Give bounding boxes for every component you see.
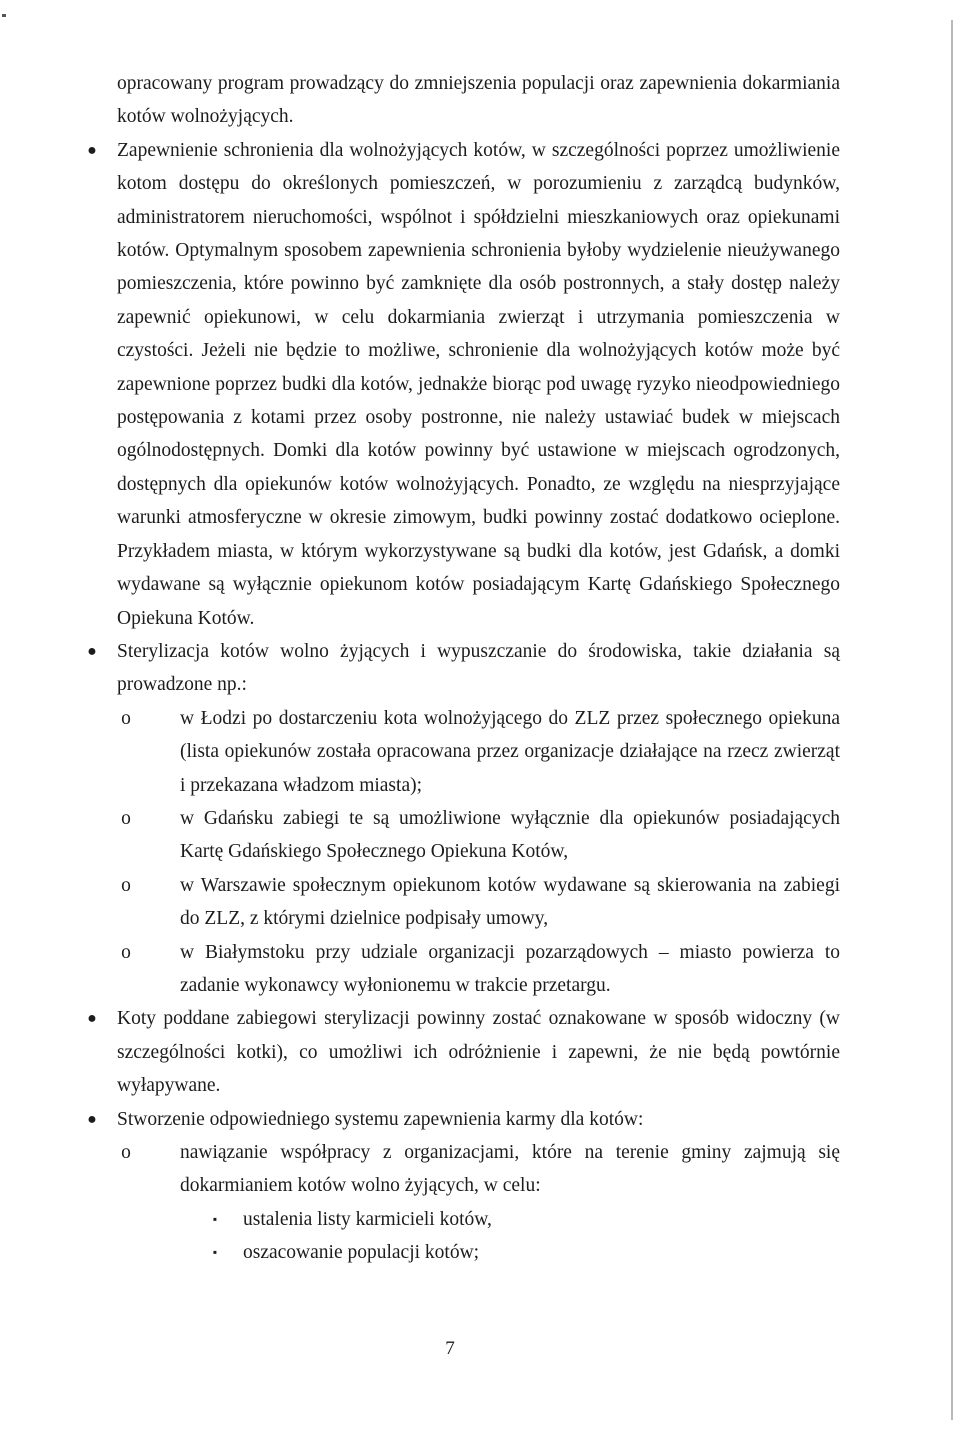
list-item-text: w Łodzi po dostarczeniu kota wolnożyjącego do ZLZ przez społecznego opiekuna (lista opiekunów została opracowana przez organizacje działające na rzecz zwierząt i przekazana władzom miasta); [180, 707, 840, 796]
bullet-text: Koty poddane zabiegowi sterylizacji powinny zostać oznakowane w sposób widoczny (w szczególności kotki), co umożliwi ich odróżnienie i zapewni, że nie będą powtórnie wyłapywane. [117, 1008, 840, 1097]
list-item-text: w Białymstoku przy udziale organizacji pozarządowych – miasto powierza to zadanie wykonawcy wyłonionemu w trakcie przetargu. [180, 941, 840, 996]
sub-bullet-marker: o [121, 707, 131, 729]
list-item-text: w Gdańsku zabiegi te są umożliwione wyłącznie dla opiekunów posiadających Kartę Gdańskiego Społecznego Opiekuna Kotów, [180, 807, 840, 863]
list-item-text: oszacowanie populacji kotów; [243, 1242, 480, 1264]
feeding-goals-list [180, 1203, 840, 1270]
bullet-item-sterilization [87, 635, 840, 702]
feeding-system-list [117, 1136, 840, 1270]
sub-bullet-marker: o [121, 807, 131, 829]
sub-bullet-marker: o [121, 941, 131, 963]
list-item [212, 1203, 840, 1236]
square-bullet-marker: ▪ [212, 1245, 218, 1260]
list-item-text: nawiązanie współpracy z organizacjami, które na terenie gminy zajmują się dokarmianiem kotów wolno żyjących, w celu: [180, 1142, 840, 1197]
sterilization-examples-list [117, 702, 840, 1003]
intro-paragraph: opracowany program prowadzący do zmniejszenia populacji oraz zapewnienia dokarmiania kotów wolnożyjących. [117, 73, 840, 128]
scan-corner-mark [2, 14, 6, 17]
sub-bullet-marker: o [121, 874, 131, 896]
bullet-item-shelter [87, 134, 840, 635]
list-item-text: w Warszawie społecznym opiekunom kotów wydawane są skierowania na zabiegi do ZLZ, z którymi dzielnice podpisały umowy, [180, 874, 840, 930]
bullet-text: Zapewnienie schronienia dla wolnożyjących kotów, w szczególności poprzez umożliwienie kotom dostępu do określonych pomieszczeń, w porozumieniu z zarządcą budynków, administratorem nieruchomości, wspólnot i spółdzielni mieszkaniowych oraz opiekunami kotów. Optymalnym sposobem zapewnienia schronienia byłoby wydzielenie nieużywanego pomieszczenia, które powinno być zamknięte dla osób postronnych, a stały dostęp należy zapewnić opiekunowi, w celu dokarmiania zwierząt i utrzymania pomieszczenia w czystości. Jeżeli nie będzie to możliwe, schronienie dla wolnożyjących kotów może być zapewnione poprzez budki dla kotów, jednakże biorąc pod uwagę ryzyko nieodpowiedniego postępowania z kotami przez osoby postronne, nie należy ustawiać budek w miejscach ogólnodostępnych. Domki dla kotów powinny być ustawione w miejscach ogrodzonych, dostępnych dla opiekunów kotów wolnożyjących. Ponadto, ze względu na niesprzyjające warunki atmosferyczne w okresie zimowym, budki powinny zostać dodatkowo ocieplone. Przykładem miasta, w którym wykorzystywane są budki dla kotów, jest Gdańsk, a domki wydawane są wyłącznie opiekunom kotów posiadającym Kartę Gdańskiego Społecznego Opiekuna Kotów. [117, 139, 840, 629]
bullet-marker: ● [87, 1010, 97, 1028]
bullet-marker: ● [87, 642, 97, 660]
bullet-marker: ● [87, 1110, 97, 1128]
scan-edge-line [951, 20, 953, 1420]
list-item [121, 1136, 840, 1203]
bullet-text: Sterylizacja kotów wolno żyjących i wypuszczanie do środowiska, takie działania są prowadzone np.: [117, 640, 840, 696]
bullet-item-feeding-system [87, 1103, 840, 1136]
square-bullet-marker: ▪ [212, 1211, 218, 1226]
list-item-text: ustalenia listy karmicieli kotów, [243, 1208, 492, 1230]
list-item [121, 802, 840, 869]
bullet-item-marking [87, 1002, 840, 1102]
sub-bullet-marker: o [121, 1142, 131, 1163]
list-item [121, 869, 840, 936]
list-item [121, 936, 840, 1003]
bullet-marker: ● [87, 141, 97, 159]
document-body [87, 67, 840, 1270]
list-item [212, 1236, 840, 1269]
page-number: 7 [445, 1338, 455, 1359]
list-item [121, 702, 840, 802]
bullet-text: Stworzenie odpowiedniego systemu zapewnienia karmy dla kotów: [117, 1108, 644, 1130]
